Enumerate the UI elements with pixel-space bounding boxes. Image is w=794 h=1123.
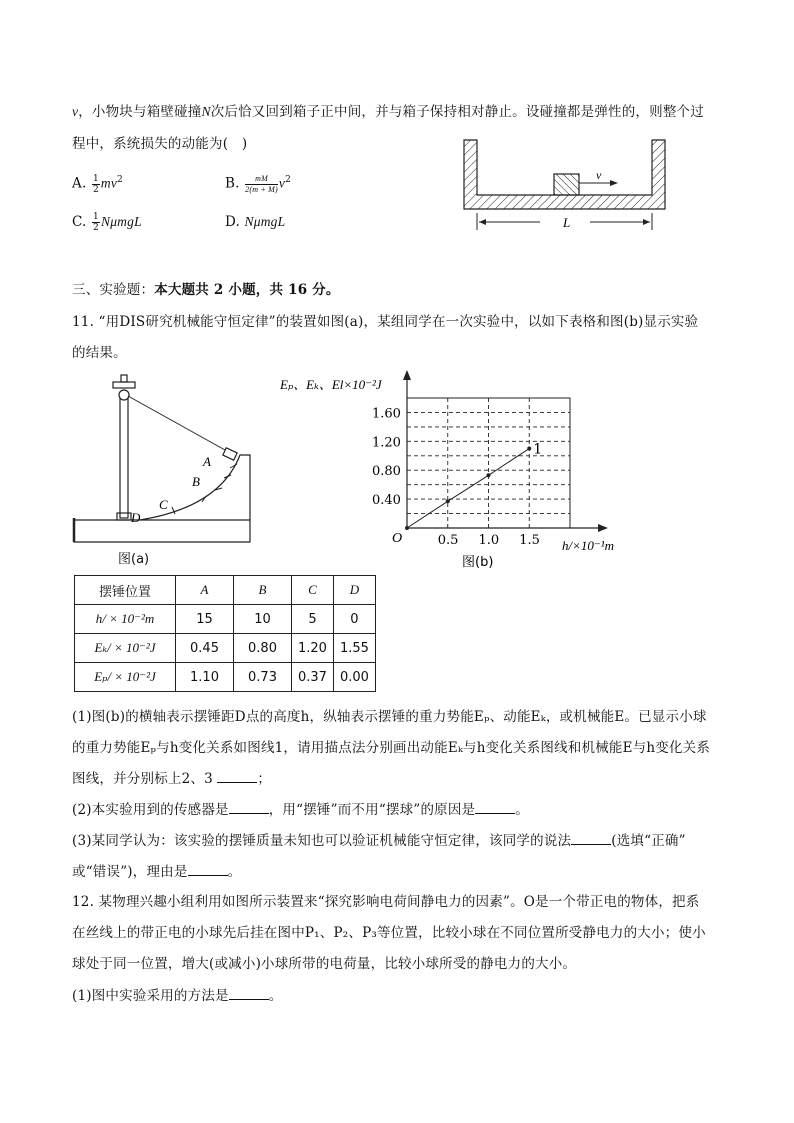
numerator: 1: [93, 212, 99, 222]
option-label: A.: [72, 175, 87, 192]
text: (2)本实验用到的传感器是: [72, 802, 229, 818]
fraction: [92, 212, 100, 233]
arrow-head-icon: [610, 180, 618, 186]
table-cell: 1.10: [176, 663, 234, 692]
q12-line-2: 在丝线上的带正电的小球先后挂在图中P₁、P₂、P₃等位置，比较小球在不同位置所受静电力的大小；使小: [72, 925, 706, 941]
figure-b-caption: 图(b): [462, 555, 494, 570]
collision-count-symbol: N: [201, 104, 211, 119]
row-label: h/ × 10⁻²m: [75, 605, 176, 634]
q10-line-2: 程中，系统损失的动能为( ): [72, 136, 248, 152]
section-info: 本大题共 2 小题，共 16 分。: [154, 282, 340, 298]
q11-part1-line-3: [72, 768, 271, 789]
table-cell: 5: [292, 605, 334, 634]
q11-part1-line-2: 的重力势能Eₚ与h变化关系如图线1，请用描点法分别画出动能Eₖ与h变化关系图线和机械能E与h变化关系: [72, 740, 711, 756]
exponent: 2: [117, 175, 123, 185]
table-cell: 1.20: [292, 634, 334, 663]
table-header-row: [75, 576, 376, 605]
table-cell: 0.00: [333, 663, 375, 692]
option-d[interactable]: [225, 212, 285, 232]
figure-a-caption: 图(a): [118, 552, 150, 567]
expression: mv: [100, 175, 118, 191]
text: (3)某同学认为：该实验的摆锤质量未知也可以验证机械能守恒定律，该同学的说法: [72, 833, 572, 849]
point-label-d: D: [131, 510, 141, 525]
pole: [120, 392, 128, 518]
table-cell: 0.37: [292, 663, 334, 692]
text: ，用“摆锤”而不用“摆球”的原因是: [268, 802, 476, 818]
small-block: [554, 174, 579, 195]
q12-part1: [72, 985, 282, 1006]
denominator: 2: [93, 223, 99, 233]
denominator: 2(m + M): [245, 184, 278, 194]
option-a[interactable]: [72, 170, 123, 195]
figure-b-chart: [270, 365, 640, 575]
data-table: [74, 575, 376, 692]
y-tick-label: 0.40: [372, 493, 401, 509]
point-label-a: A: [203, 454, 211, 469]
table-row: [75, 634, 376, 663]
answer-blank[interactable]: [229, 799, 269, 814]
table-cell: 0.80: [234, 634, 292, 663]
pendulum-hammer: [223, 448, 237, 460]
q10-line-1: [72, 102, 704, 122]
length-label: L: [563, 215, 571, 230]
numerator: 1: [92, 173, 99, 184]
answer-blank[interactable]: [188, 861, 228, 876]
option-label: D.: [225, 214, 241, 230]
text: 或“错误”)，理由是: [72, 864, 188, 880]
text: 。: [268, 988, 283, 1004]
text: 。: [515, 802, 529, 818]
data-point: [405, 526, 409, 530]
q10-text: 次后恰又回到箱子正中间，并与箱子保持相对静止。设碰撞都是弹性的，则整个过: [210, 104, 704, 120]
expression: v: [278, 175, 286, 191]
numerator: mM: [245, 174, 278, 185]
figure-a-pendulum-apparatus: [70, 372, 260, 572]
point-label-b: B: [192, 474, 200, 489]
table-cell: 0.73: [234, 663, 292, 692]
pendulum-string: [128, 396, 225, 450]
apparatus-base: [74, 520, 250, 542]
answer-blank[interactable]: [217, 768, 257, 783]
pivot: [119, 390, 129, 400]
option-c[interactable]: [72, 212, 142, 233]
table-header-cell: C: [292, 576, 334, 605]
fraction: [245, 174, 278, 195]
table-cell: 0.45: [176, 634, 234, 663]
table-cell: 10: [234, 605, 292, 634]
text: 图线，并分别标上2、3: [72, 771, 213, 787]
q11-part2: [72, 799, 529, 820]
denominator: 2: [92, 184, 99, 195]
x-tick-label: 0.5: [437, 533, 459, 548]
expression: NμmgL: [100, 214, 142, 229]
row-label: Eₖ/ × 10⁻²J: [75, 634, 176, 663]
fraction: [92, 174, 100, 195]
text: (选填“正确”: [611, 833, 686, 849]
answer-blank[interactable]: [571, 830, 611, 845]
table-cell: 15: [176, 605, 234, 634]
text: (1)图中实验采用的方法是: [72, 988, 229, 1004]
velocity-symbol: v: [72, 104, 79, 119]
table-header-cell: B: [234, 576, 292, 605]
table-cell: 0: [333, 605, 375, 634]
series-label: 1: [533, 441, 543, 458]
section-header: [72, 280, 340, 300]
exponent: 2: [285, 175, 292, 185]
text: ；: [257, 771, 272, 787]
x-tick-label: 1.0: [478, 533, 500, 548]
series-line-1: [407, 449, 529, 528]
q12-line-1: 12. 某物理兴趣小组利用如图所示装置来“探究影响电荷间静电力的因素”。O是一个带正电的物体，把系: [72, 894, 700, 910]
point-label-c: C: [159, 497, 168, 512]
expression: NμmgL: [244, 214, 286, 229]
chart-grid: [407, 398, 570, 528]
y-axis-arrow-icon: [403, 370, 411, 380]
q11-line-1: 11. “用DIS研究机械能守恒定律”的装置如图(a)，某组同学在一次实验中，以如下表格和图(b)显示实验: [72, 314, 699, 330]
origin-label: O: [392, 531, 403, 546]
option-b[interactable]: [225, 170, 291, 195]
table-header-cell: 摆锤位置: [75, 576, 176, 605]
q11-part1-line-1: (1)图(b)的横轴表示摆锤距D点的高度h，纵轴表示摆锤的重力势能Eₚ、动能Eₖ，或机械能E。已显示小球: [72, 709, 707, 725]
q11-part3-line-2: [72, 861, 241, 882]
x-axis-label: h/×10⁻¹m: [562, 538, 615, 553]
data-point: [527, 447, 531, 451]
table-row: [75, 605, 376, 634]
answer-blank[interactable]: [475, 799, 515, 814]
table-header-cell: A: [176, 576, 234, 605]
table-row: [75, 663, 376, 692]
velocity-label: v: [596, 168, 602, 182]
x-axis-arrow-icon: [598, 524, 608, 532]
y-tick-label: 0.80: [372, 464, 401, 480]
q11-part3-line-1: [72, 830, 686, 851]
y-tick-label: 1.20: [372, 435, 401, 451]
y-axis-label: Eₚ、Eₖ、El×10⁻²J: [280, 377, 382, 392]
y-tick-label: 1.60: [372, 406, 401, 422]
text: 。: [227, 864, 242, 880]
table-cell: 1.55: [333, 634, 375, 663]
section-title: 三、实验题：: [72, 282, 155, 298]
data-point: [446, 499, 450, 503]
data-point: [487, 473, 491, 477]
answer-blank[interactable]: [229, 985, 269, 1000]
table-header-cell: D: [333, 576, 375, 605]
q11-line-2: 的结果。: [72, 345, 127, 361]
q12-line-3: 球处于同一位置，增大(或减小)小球所带的电荷量，比较小球所受的静电力的大小。: [72, 956, 577, 972]
option-label: B.: [225, 175, 240, 192]
option-label: C.: [72, 214, 87, 230]
q10-text: ，小物块与箱壁碰撞: [78, 104, 202, 120]
box-figure: [455, 130, 675, 240]
x-tick-label: 1.5: [519, 533, 540, 548]
row-label: Eₚ/ × 10⁻²J: [75, 663, 176, 692]
